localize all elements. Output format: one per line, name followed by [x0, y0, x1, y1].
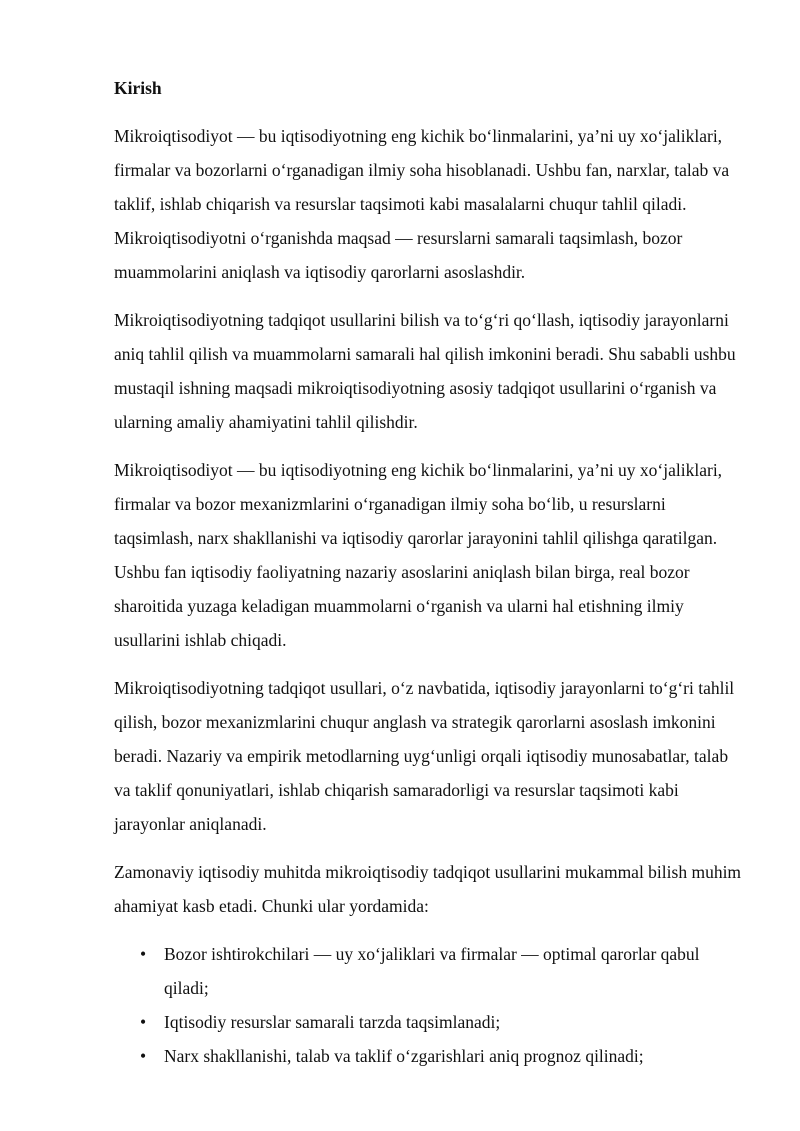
bullet-icon: •	[140, 1012, 147, 1032]
bullet-icon: •	[140, 944, 147, 964]
paragraph-5: Zamonaviy iqtisodiy muhitda mikroiqtisodiy tadqiqot usullarini mukammal bilish muhim ahamiyat kasb etadi. Chunki ular yordamida:	[114, 862, 742, 916]
paragraph-2: Mikroiqtisodiyotning tadqiqot usullarini bilish va toʻgʻri qoʻllash, iqtisodiy jarayonlarni aniq tahlil qilish va muammolarni samarali hal qilish imkonini beradi. Shu sababli ushbu mustaqil ishning maqsadi mikroiqtisodiyotning asosiy tadqiqot usullarini oʻrganish va ularning amaliy ahamiyatini tahlil qilishdir.	[114, 310, 736, 432]
paragraph-4: Mikroiqtisodiyotning tadqiqot usullari, oʻz navbatida, iqtisodiy jarayonlarni toʻgʻri tahlil qilish, bozor mexanizmlarini chuqur anglash va strategik qarorlarni asoslash imkonini beradi. Nazariy va empirik metodlarning uygʻunligi orqali iqtisodiy munosabatlar, talab va taklif qonuniyatlari, ishlab chiqarish samaradorligi va resurslar taqsimoti kabi jarayonlar aniqlanadi.	[114, 678, 735, 834]
paragraph-1: Mikroiqtisodiyot — bu iqtisodiyotning eng kichik boʻlinmalarini, yaʼni uy xoʻjaliklari, firmalar va bozorlarni oʻrganadigan ilmiy soha hisoblanadi. Ushbu fan, narxlar, talab va taklif, ishlab chiqarish va resurslar taqsimoti kabi masalalarni chuqur tahlil qiladi. Mikroiqtisodiyotni oʻrganishda maqsad — resurslarni samarali taqsimlash, bozor muammolarini aniqlash va iqtisodiy qarorlarni asoslashdir.	[114, 126, 730, 282]
paragraph-3: Mikroiqtisodiyot — bu iqtisodiyotning eng kichik boʻlinmalarini, yaʼni uy xoʻjaliklari, firmalar va bozor mexanizmlarini oʻrganadigan ilmiy soha boʻlib, u resurslarni taqsimlash, narx shakllanishi va iqtisodiy qarorlar jarayonini tahlil qilishga qaratilgan. Ushbu fan iqtisodiy faoliyatning nazariy asoslarini aniqlash bilan birga, real bozor sharoitida yuzaga keladigan muammolarni oʻrganish va ularni hal etishning ilmiy usullarini ishlab chiqadi.	[114, 460, 723, 650]
list-item	[114, 1005, 746, 1039]
list-item	[114, 937, 746, 1005]
document-body	[114, 71, 746, 1073]
list-item-text: Narx shakllanishi, talab va taklif oʻzgarishlari aniq prognoz qilinadi;	[164, 1046, 644, 1066]
section-heading: Kirish	[114, 78, 162, 98]
list-item-text: Bozor ishtirokchilari — uy xoʻjaliklari va firmalar — optimal qarorlar qabul qiladi;	[164, 944, 700, 998]
list-item	[114, 1039, 746, 1073]
list-item-text: Iqtisodiy resurslar samarali tarzda taqsimlanadi;	[164, 1012, 501, 1032]
bullet-icon: •	[140, 1046, 147, 1066]
bullet-list	[114, 937, 746, 1073]
